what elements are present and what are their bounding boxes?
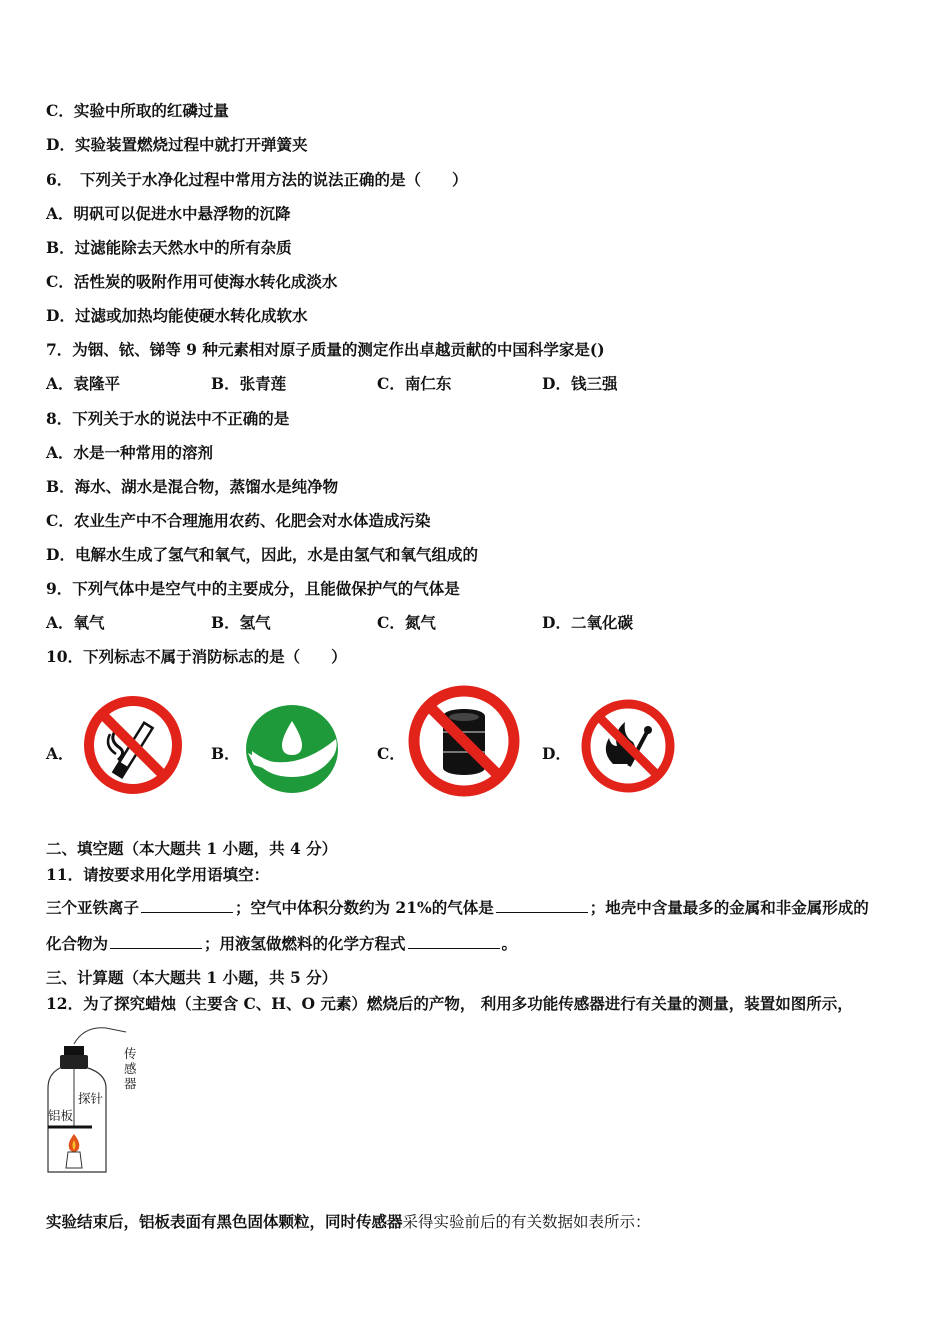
no-oil-drum-icon [407,684,521,798]
q5-option-c: C．实验中所取的红磷过量 [46,101,229,120]
q11-text-1a: 三个亚铁离子 [46,898,140,917]
q7-option-c: C．南仁东 [377,374,452,393]
q8-option-b: B．海水、湖水是混合物，蒸馏水是纯净物 [46,477,339,496]
question-12: 12．为了探究蜡烛（主要含 C、H、O 元素）燃烧后的产物， 利用多功能传感器进行有关量的测量，装置如图所示， [46,994,853,1013]
question-7: 7．为铟、铱、锑等 9 种元素相对原子质量的测定作出卓越贡献的中国科学家是() [46,340,605,359]
q11-text-2c: 。 [501,934,518,953]
q12-result-normal: 采得实验前后的有关数据如表所示： [402,1213,651,1231]
q7-option-a: A．袁隆平 [46,374,121,393]
q11-text-1c: ；地壳中含量最多的金属和非金属形成的 [589,898,869,917]
no-smoking-icon [82,694,184,796]
answer-blank[interactable] [408,934,500,949]
question-9: 9．下列气体中是空气中的主要成分，且能做保护气的气体是 [46,579,460,598]
q7-option-d: D．钱三强 [542,374,618,393]
q9-option-d: D．二氧化碳 [542,613,633,632]
no-open-flame-icon [579,698,677,794]
section-3-heading: 三、计算题（本大题共 1 小题，共 5 分） [46,968,338,987]
q10-label-d: D． [542,744,571,763]
probe-label: 探针 [78,1091,104,1106]
answer-blank[interactable] [141,898,233,913]
question-10: 10．下列标志不属于消防标志的是（ ） [46,647,347,666]
q6-option-a: A．明矾可以促进水中悬浮物的沉降 [46,204,291,223]
sensor-label: 传 感 器 [124,1046,137,1091]
question-8: 8．下列关于水的说法中不正确的是 [46,409,290,428]
q6-option-c: C．活性炭的吸附作用可使海水转化成淡水 [46,272,338,291]
q11-line-1 [46,898,869,918]
q8-option-a: A．水是一种常用的溶剂 [46,443,214,462]
q10-label-c: C． [377,744,405,763]
plate-label: 铝板 [48,1108,74,1123]
q11-text-1b: ；空气中体积分数约为 21%的气体是 [235,898,494,917]
q9-option-c: C．氮气 [377,613,436,632]
q11-line-2 [46,934,517,954]
q6-option-b: B．过滤能除去天然水中的所有杂质 [46,238,292,257]
q6-option-d: D．过滤或加热均能使硬水转化成软水 [46,306,308,325]
q10-label-a: A． [46,744,74,763]
q9-option-a: A．氧气 [46,613,105,632]
q9-option-b: B．氢气 [211,613,271,632]
q12-result-text [46,1212,651,1232]
q12-result-bold: 实验结束后，铝板表面有黑色固体颗粒，同时传感器 [46,1212,403,1231]
q7-option-b: B．张青莲 [211,374,287,393]
q8-option-c: C．农业生产中不合理施用农药、化肥会对水体造成污染 [46,511,431,530]
water-saving-icon [244,703,340,795]
q8-option-d: D．电解水生成了氢气和氧气，因此，水是由氢气和氧气组成的 [46,545,478,564]
answer-blank[interactable] [110,934,202,949]
question-11: 11．请按要求用化学用语填空： [46,865,270,884]
answer-blank[interactable] [496,898,588,913]
section-2-heading: 二、填空题（本大题共 1 小题，共 4 分） [46,839,338,858]
q5-option-d: D．实验装置燃烧过程中就打开弹簧夹 [46,135,308,154]
q11-text-2a: 化合物为 [46,934,109,953]
q10-label-b: B． [211,744,240,763]
question-6: 6． 下列关于水净化过程中常用方法的说法正确的是（ ） [46,170,468,189]
q11-text-2b: ；用液氢做燃料的化学方程式 [204,934,406,953]
